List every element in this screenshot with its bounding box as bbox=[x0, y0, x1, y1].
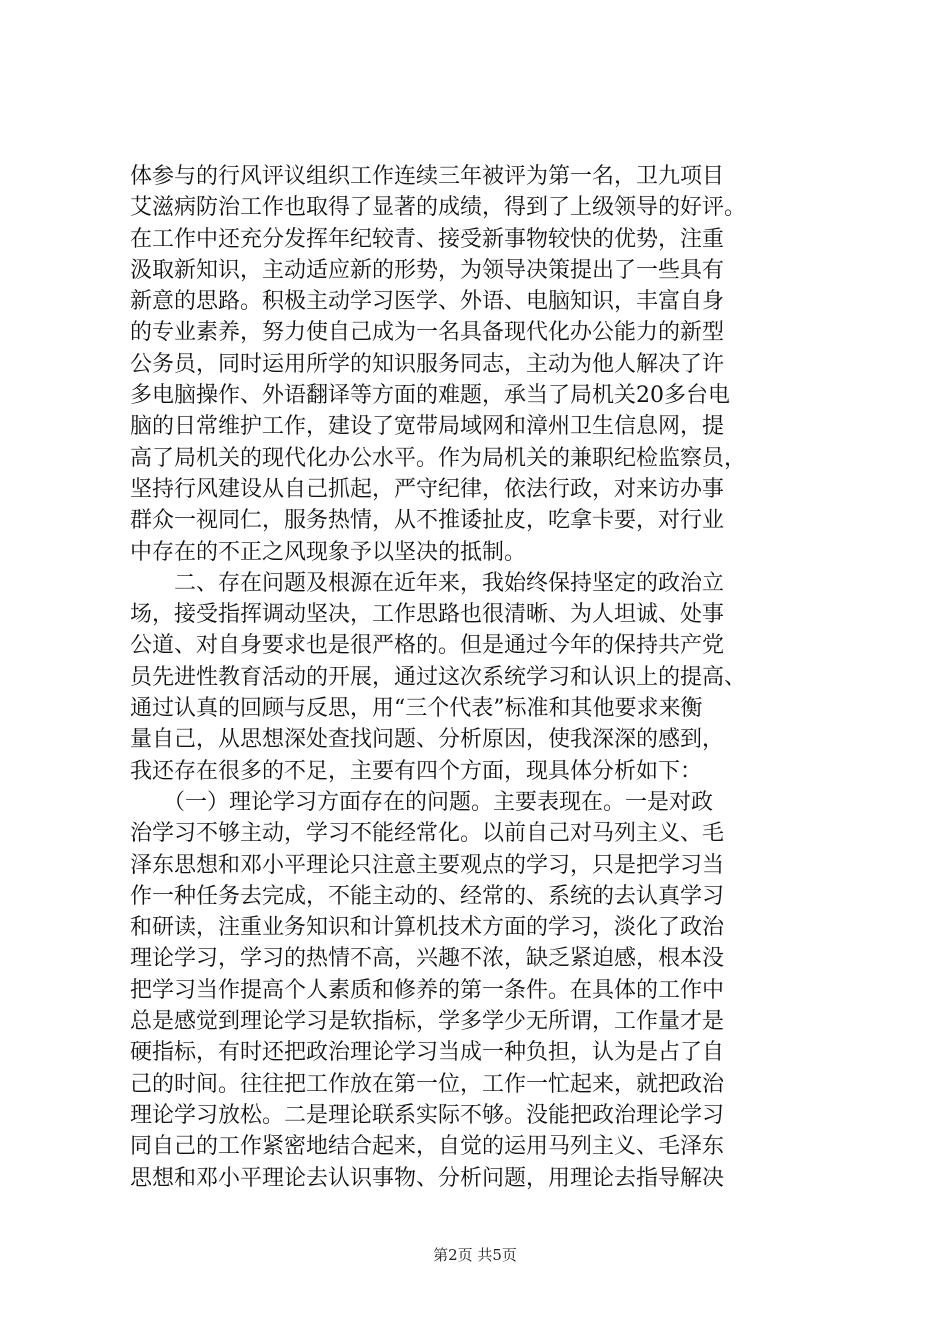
text-line: （一）理论学习方面存在的问题。主要表现在。一是对政 bbox=[130, 789, 714, 815]
text-line: 硬指标，有时还把政治理论学习当成一种负担，认为是占了自 bbox=[130, 1040, 725, 1066]
text-line: 的专业素养，努力使自己成为一名具备现代化办公能力的新型 bbox=[130, 320, 725, 346]
text-line: 艾滋病防治工作也取得了显著的成绩，得到了上级领导的好评。 bbox=[130, 195, 747, 221]
text-line: 泽东思想和邓小平理论只注意主要观点的学习，只是把学习当 bbox=[130, 852, 725, 878]
text-line: 通过认真的回顾与反思，用“三个代表”标准和其他要求来衡 bbox=[130, 696, 703, 722]
text-line: 理论学习放松。二是理论联系实际不够。没能把政治理论学习 bbox=[130, 1102, 725, 1128]
text-line: 把学习当作提高个人素质和修养的第一条件。在具体的工作中 bbox=[130, 977, 725, 1003]
text-line: 在工作中还充分发挥年纪较青、接受新事物较快的优势，注重 bbox=[130, 226, 725, 252]
document-body bbox=[130, 161, 820, 1194]
text-line: 公务员，同时运用所学的知识服务同志，主动为他人解决了许 bbox=[130, 351, 725, 377]
text-line: 中存在的不正之风现象予以坚决的抵制。 bbox=[130, 539, 527, 565]
text-line: 坚持行风建设从自己抓起，严守纪律，依法行政，对来访办事 bbox=[130, 476, 725, 502]
text-line: 汲取新知识，主动适应新的形势，为领导决策提出了一些具有 bbox=[130, 257, 725, 283]
text-line: 二、存在问题及根源在近年来，我始终保持坚定的政治立 bbox=[130, 570, 725, 596]
text-line: 场，接受指挥调动坚决，工作思路也很清晰、为人坦诚、处事 bbox=[130, 602, 725, 628]
text-line: 高了局机关的现代化办公水平。作为局机关的兼职纪检监察员， bbox=[130, 445, 747, 471]
text-line: 我还存在很多的不足，主要有四个方面，现具体分析如下： bbox=[130, 758, 703, 784]
text-line: 新意的思路。积极主动学习医学、外语、电脑知识，丰富自身 bbox=[130, 289, 725, 315]
text-line: 公道、对自身要求也是很严格的。但是通过今年的保持共产党 bbox=[130, 633, 725, 659]
text-line: 己的时间。往往把工作放在第一位，工作一忙起来，就把政治 bbox=[130, 1071, 725, 1097]
text-line: 脑的日常维护工作，建设了宽带局域网和漳州卫生信息网，提 bbox=[130, 414, 725, 440]
page-footer: 第2页 共5页 bbox=[433, 1246, 517, 1264]
text-line: 总是感觉到理论学习是软指标，学多学少无所谓，工作量才是 bbox=[130, 1009, 725, 1035]
text-line: 体参与的行风评议组织工作连续三年被评为第一名，卫九项目 bbox=[130, 164, 725, 189]
text-line: 治学习不够主动，学习不能经常化。以前自己对马列主义、毛 bbox=[130, 821, 725, 847]
text-line: 员先进性教育活动的开展，通过这次系统学习和认识上的提高、 bbox=[130, 664, 747, 690]
text-line: 理论学习，学习的热情不高，兴趣不浓，缺乏紧迫感，根本没 bbox=[130, 946, 725, 972]
text-line: 思想和邓小平理论去认识事物、分析问题，用理论去指导解决 bbox=[130, 1165, 725, 1191]
text-line: 同自己的工作紧密地结合起来，自觉的运用马列主义、毛泽东 bbox=[130, 1134, 725, 1160]
text-line: 多电脑操作、外语翻译等方面的难题，承当了局机关20多台电 bbox=[130, 383, 730, 409]
text-line: 量自己，从思想深处查找问题、分析原因，使我深深的感到， bbox=[130, 727, 725, 753]
text-line: 和研读，注重业务知识和计算机技术方面的学习，淡化了政治 bbox=[130, 915, 725, 941]
text-line: 群众一视同仁，服务热情，从不推诿扯皮，吃拿卡要，对行业 bbox=[130, 508, 725, 534]
text-line: 作一种任务去完成，不能主动的、经常的、系统的去认真学习 bbox=[130, 883, 725, 909]
